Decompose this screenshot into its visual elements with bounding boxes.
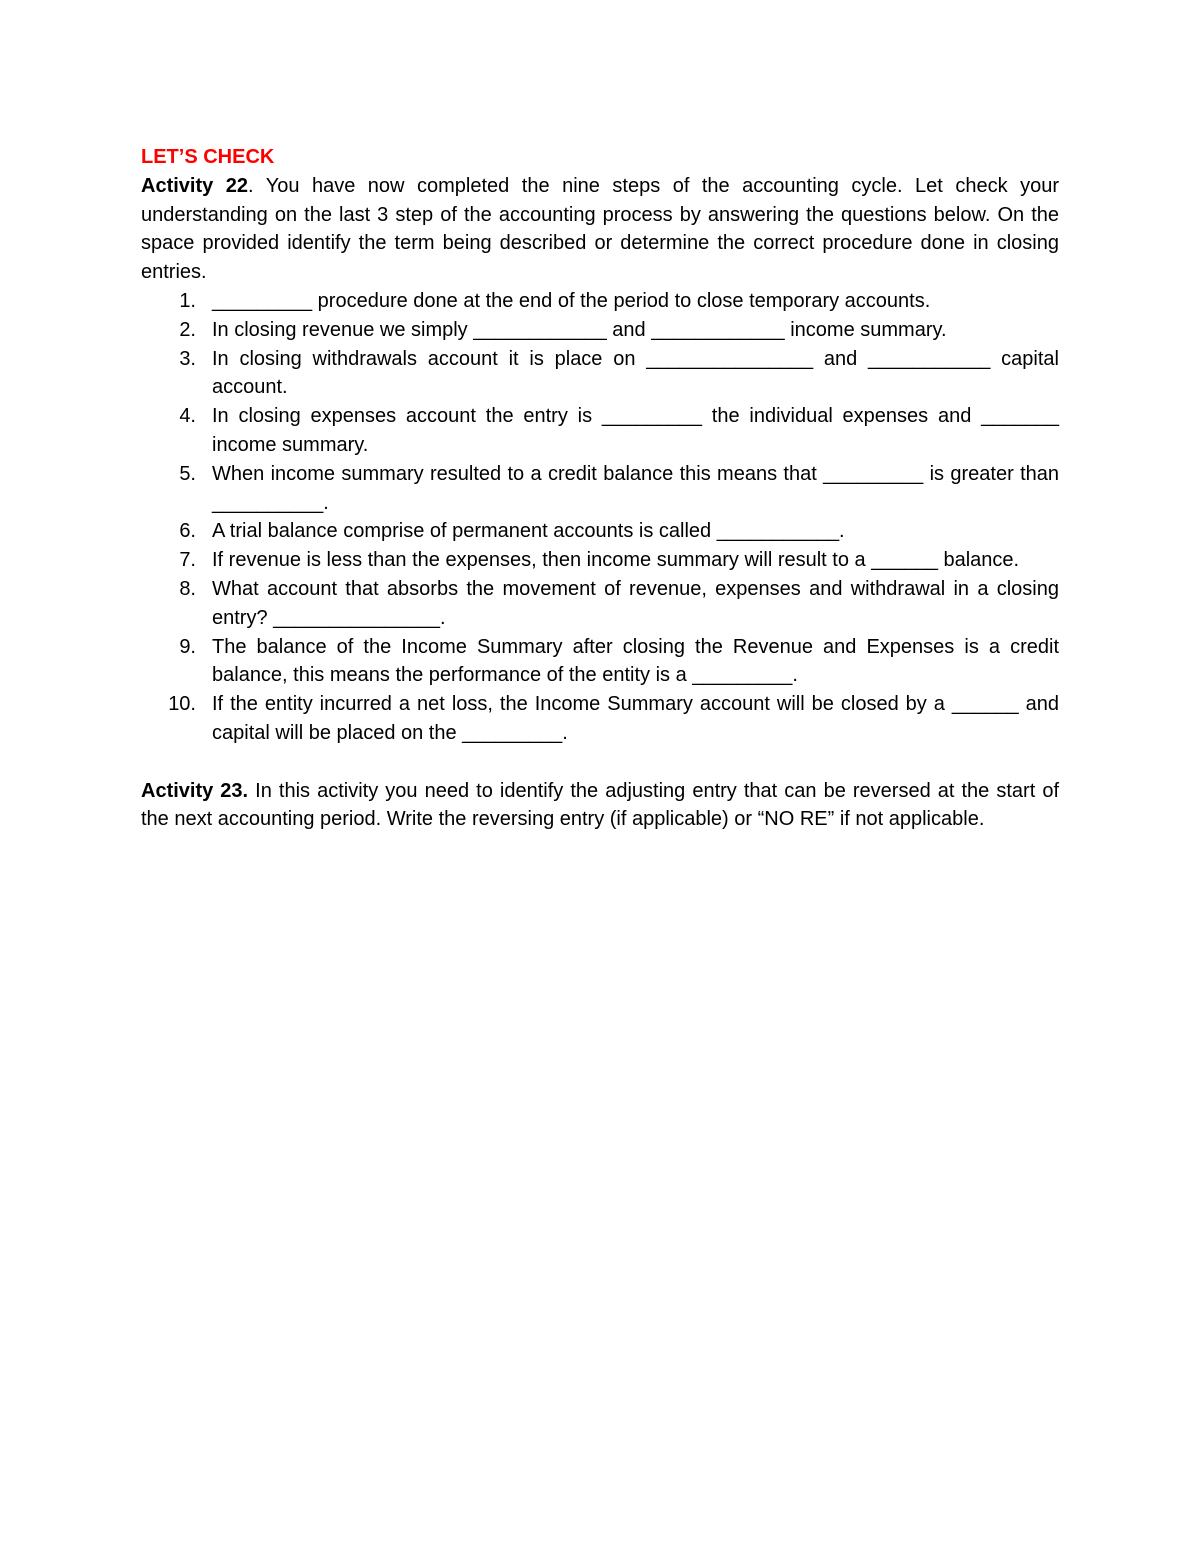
question-text: In closing withdrawals account it is place on _______________ and ___________ capital account.: [212, 347, 1059, 399]
question-item: [141, 460, 1059, 518]
question-text: A trial balance comprise of permanent accounts is called ___________.: [212, 520, 845, 543]
question-number: 6.: [179, 520, 196, 543]
question-list: [141, 287, 1059, 748]
question-number: 9.: [179, 635, 196, 658]
activity-23-paragraph: [141, 777, 1059, 835]
activity-22-paragraph: [141, 172, 1059, 287]
question-text: In closing revenue we simply ____________ and ____________ income summary.: [212, 318, 947, 341]
activity-23-label: Activity 23.: [141, 779, 249, 802]
question-item: [141, 575, 1059, 633]
question-text: When income summary resulted to a credit balance this means that _________ is greater than __________.: [212, 462, 1059, 514]
question-number: 10.: [168, 693, 196, 716]
question-number: 1.: [179, 289, 196, 312]
question-number: 8.: [179, 577, 196, 600]
question-item: [141, 633, 1059, 691]
question-number: 2.: [179, 318, 196, 341]
question-number: 4.: [179, 405, 196, 428]
document-page: [141, 143, 1059, 834]
question-text: In closing expenses account the entry is _________ the individual expenses and _______ income summary.: [212, 405, 1059, 456]
question-text: What account that absorbs the movement of revenue, expenses and withdrawal in a closing entry? _______________.: [212, 577, 1059, 629]
question-number: 3.: [179, 347, 196, 370]
question-item: [141, 345, 1059, 403]
question-number: 7.: [179, 549, 196, 572]
activity-23-intro: In this activity you need to identify the adjusting entry that can be reversed at the start of the next accounting period. Write the reversing entry (if applicable) or “NO RE” if not applicable.: [141, 779, 1060, 831]
question-item: [141, 316, 1059, 345]
activity-22-label: Activity 22: [141, 174, 248, 197]
question-item: [141, 287, 1059, 316]
question-item: [141, 546, 1059, 575]
question-number: 5.: [179, 462, 196, 485]
question-item: [141, 517, 1059, 546]
activity-22-intro: . You have now completed the nine steps of the accounting cycle. Let check your understanding on the last 3 step of the accounting process by answering the questions below. On the space provided identify the term being described or determine the correct procedure done in closing entries.: [141, 174, 1059, 284]
question-text: The balance of the Income Summary after closing the Revenue and Expenses is a credit balance, this means the performance of the entity is a _________.: [212, 635, 1059, 687]
question-text: If revenue is less than the expenses, then income summary will result to a ______ balance.: [212, 549, 1020, 572]
question-item: [141, 402, 1059, 460]
question-text: If the entity incurred a net loss, the Income Summary account will be closed by a ______ and capital will be placed on the _________.: [212, 693, 1059, 744]
question-item: [141, 690, 1059, 748]
spacer: [141, 748, 1059, 777]
question-text: _________ procedure done at the end of the period to close temporary accounts.: [212, 289, 931, 312]
section-heading: LET’S CHECK: [141, 146, 275, 168]
